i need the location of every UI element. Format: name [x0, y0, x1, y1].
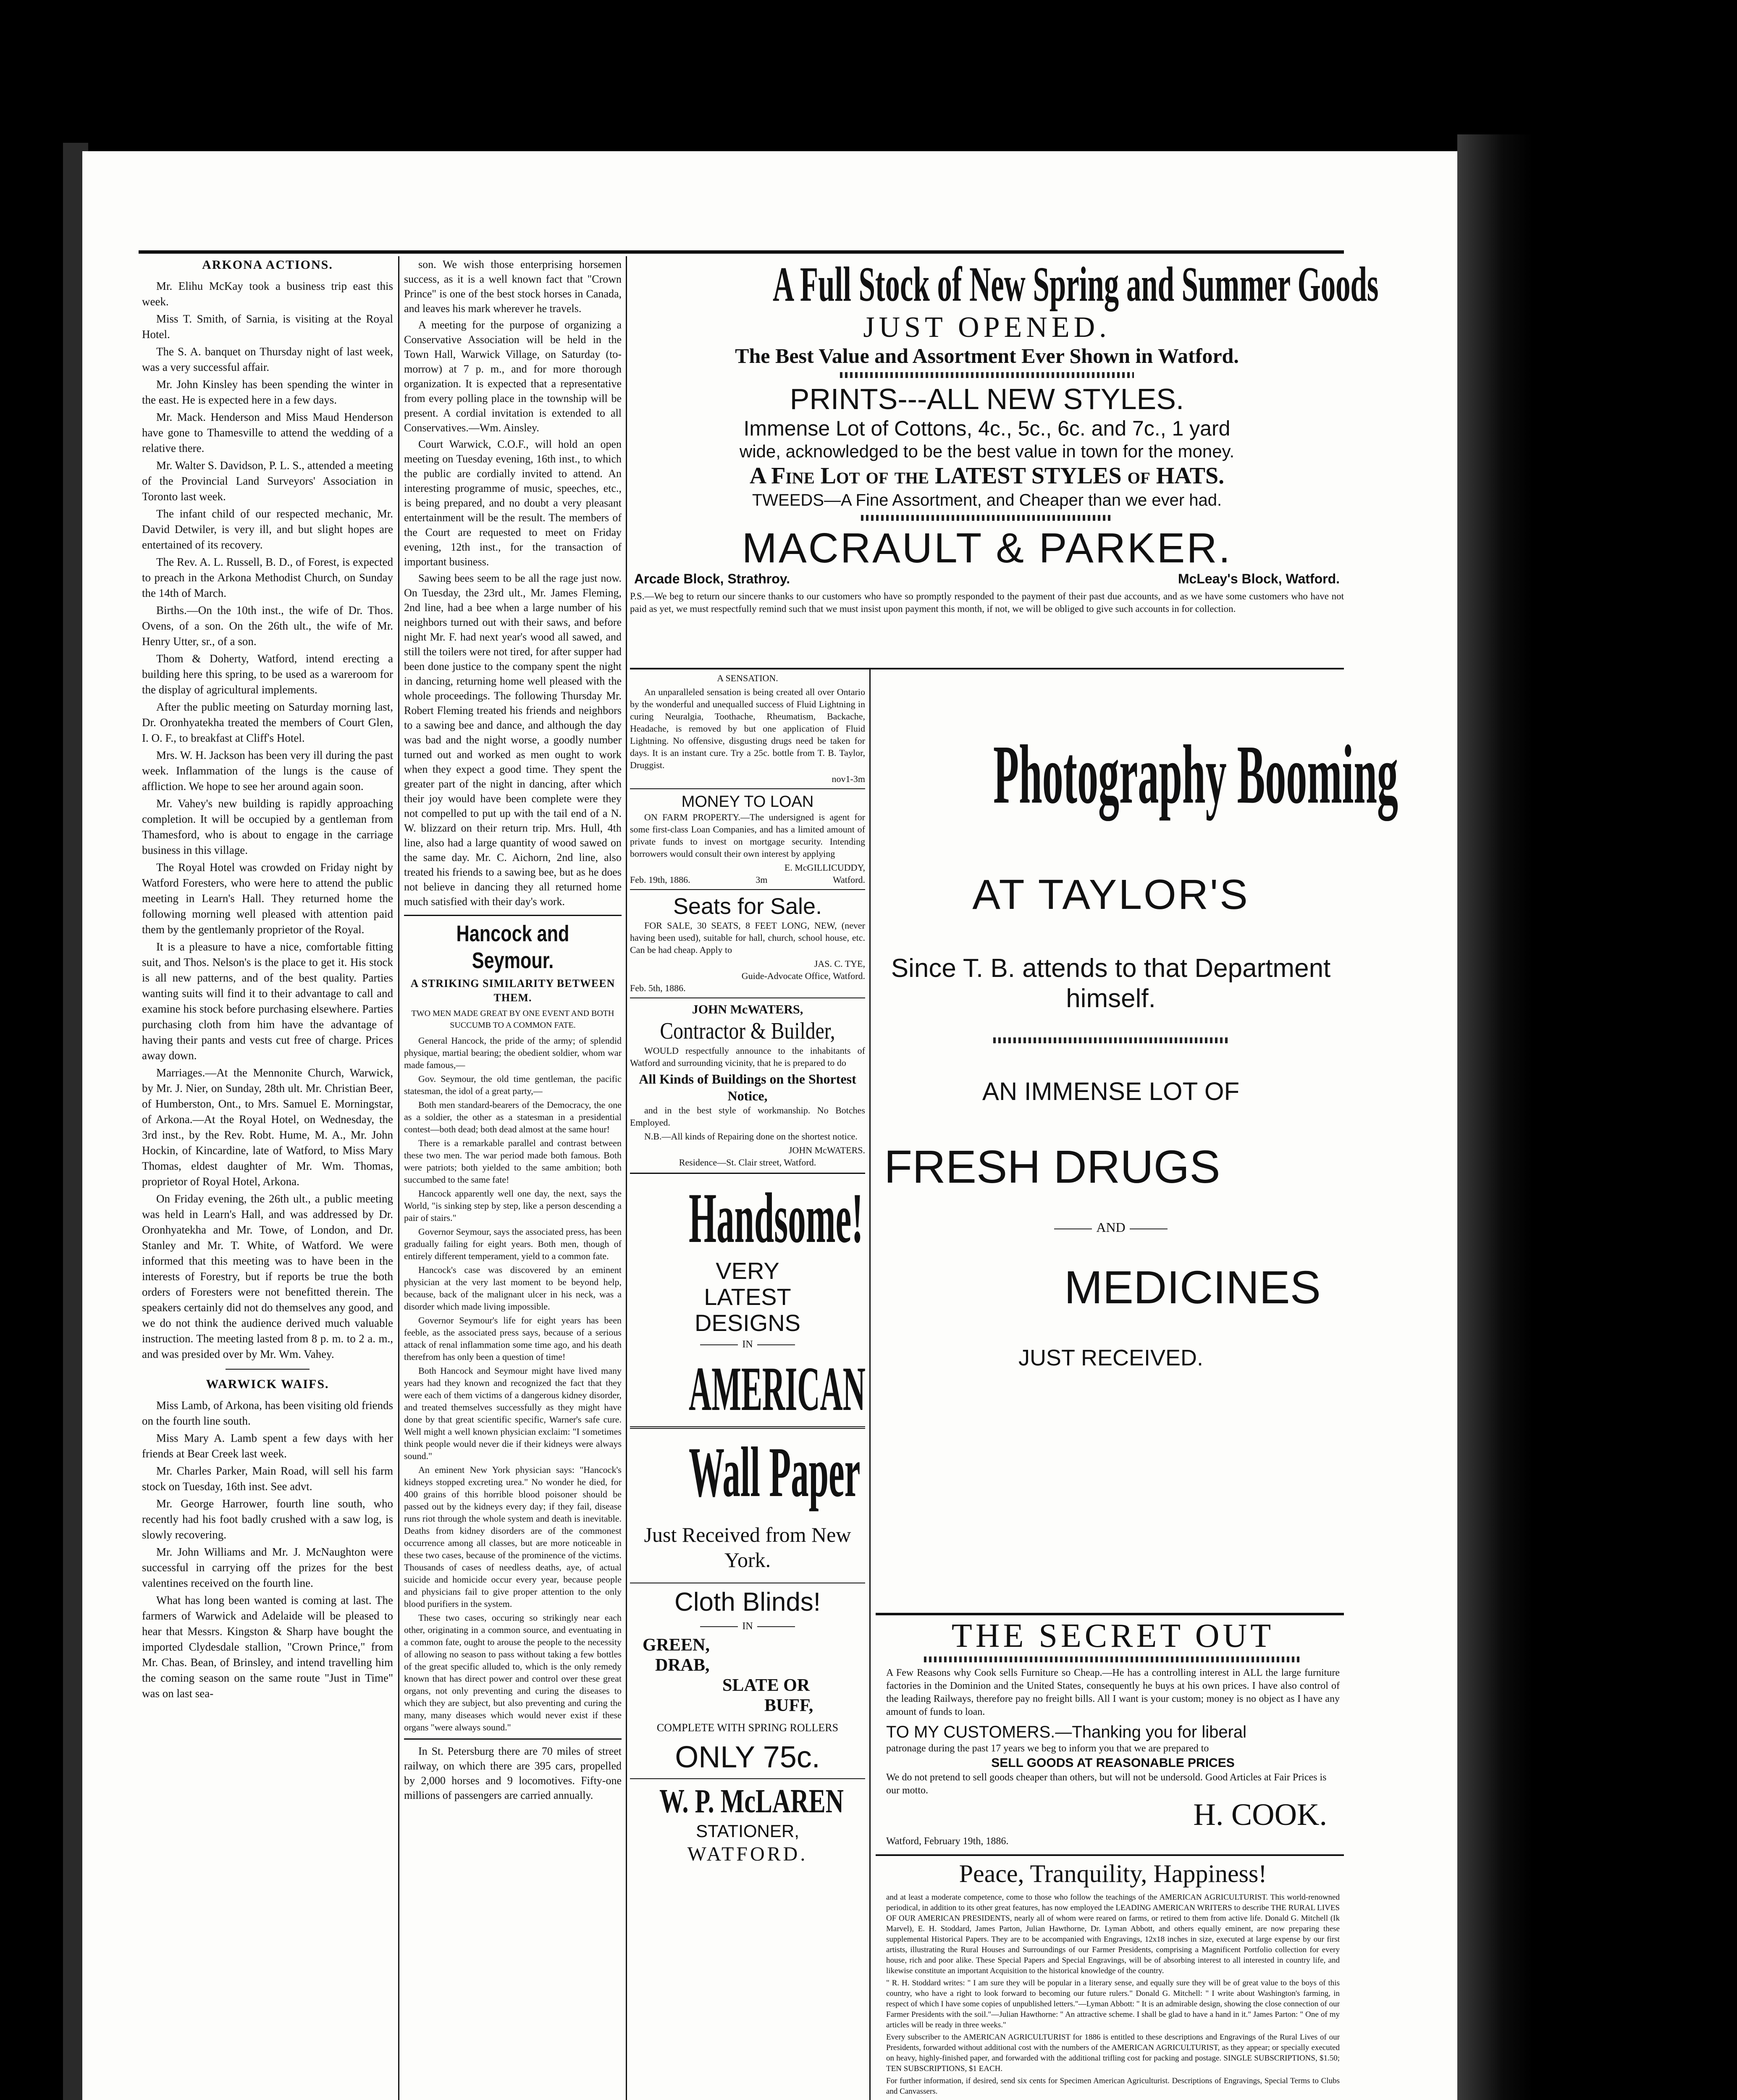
ad-address-left: Arcade Block, Strathroy. — [634, 571, 790, 586]
news-item: Hancock's case was discovered by an eminent physician at the very last moment to be beyond help, because, back of the malignant ulcer in his neck, was a disorder which made living impossible. — [404, 1265, 622, 1312]
news-item: Births.—On the 10th inst., the wife of Dr. Thos. Ovens, of a son. On the 26th ult., the wife of Mr. Henry Utter, sr., of a son. — [142, 604, 393, 648]
wp-only: ONLY 75c. — [675, 1740, 820, 1774]
ornament-rule — [840, 372, 1134, 378]
wp-in-text: IN — [742, 1339, 753, 1350]
money-body: ON FARM PROPERTY.—The undersigned is agent for some first-class Loan Companies, and has a limited amount of private funds to invest on mortgage security. Intending borrowers would consult their own interest by applying — [630, 812, 865, 859]
ad-cottons: Immense Lot of Cottons, 4c., 5c., 6c. and 7c., 1 yard — [743, 417, 1231, 440]
money-date: Feb. 19th, 1886. — [630, 874, 690, 885]
mcwaters-body: WOULD respectfully announce to the inhabitants of Watford and surrounding vicinity, that he is prepared to do — [630, 1045, 865, 1068]
wp-colors — [630, 1635, 865, 1716]
sensation-heading: A SENSATION. — [717, 673, 778, 683]
cook-customers-2: patronage during the past 17 years we beg to inform you that we are prepared to — [886, 1743, 1209, 1754]
ad-hats: A Fine Lot of the LATEST STYLES of HATS. — [749, 463, 1225, 489]
news-item: The infant child of our respected mechanic, Mr. David Detwiler, is very ill, and but slight hopes are entertained of its recovery. — [142, 507, 393, 551]
section-divider — [630, 1778, 865, 1779]
ad-bottom-rule — [630, 668, 1344, 669]
seats-office: Guide-Advocate Office, Watford. — [741, 971, 865, 981]
wp-color: BUFF, — [764, 1696, 813, 1715]
hancock-body — [404, 1034, 622, 1733]
news-item: These two cases, occuring so strikingly near each other, originating in a common source, and eventuating in a common fate, ought to arouse the people to the necessity of allowing no season to pass without taking a few bottles of the great specific alluded to, which is the only remedy known that has direct power and control over these great organs, not only preventing and curing the diseases to which they are subject, but also preventing and curing the many, many diseases which would never exist if these organs "were always sound." — [404, 1612, 622, 1732]
news-item: The Royal Hotel was crowded on Friday night by Watford Foresters, who were here to attend the public meeting in Learn's Hall. They returned home the following morning well pleased with attention paid them by the gentlemanly proprietor of the Royal. — [142, 861, 393, 936]
wp-designs: DESIGNS — [694, 1310, 801, 1336]
cook-title: THE SECRET OUT — [951, 1617, 1275, 1654]
taylor-and-text: AND — [1096, 1220, 1126, 1235]
ornament-rule — [630, 1426, 865, 1429]
taylor-immense: AN IMMENSE LOT OF — [982, 1077, 1240, 1105]
peace-ad — [886, 1858, 1340, 2100]
news-item: Sawing bees seem to be all the rage just now. On Tuesday, the 23rd ult., Mr. James Fleming, 2nd line, had a bee when a large number of his neighbors turned out with their saws, and before night Mr. F. had next year's wood all sawed, and still the toilers were not tired, for after supper had been done justice to the company spent the night in dancing, returning home well pleased with the whole proceedings. The following Thursday Mr. Robert Fleming treated his friends and neighbors to a sawing bee and dance, and although the day was bad and the night worse, a goodly number turned out and worked as men ought to work when they expect a good time. They spent the greater part of the night in dancing, after which their joy would have been complete were they not compelled to put up with the tail end of a N. W. blizzard on their return trip. Mrs. Hull, 4th line, also had a large quantity of wood sawed on the same day. Mr. C. Aichorn, 2nd line, also treated his friends to a sawing bee, but as he does not believe in dancing they all returned home much satisfied with their day's work. — [404, 572, 622, 908]
news-item: General Hancock, the pride of the army; of splendid physique, martial bearing; the obedient soldier, whom war made famous,— — [404, 1035, 622, 1070]
news-item: The Rev. A. L. Russell, B. D., of Forest, is expected to preach in the Arkona Methodist Church, on Sunday the 14th of March. — [142, 556, 393, 599]
news-item: Miss Lamb, of Arkona, has been visiting old friends on the fourth line south. — [142, 1399, 393, 1427]
news-item: son. We wish those enterprising horsemen success, as it is a well known fact that "Crown Prince" is one of the best stock horses in Canada, and leaves his mark wherever he travels. — [404, 258, 622, 315]
warwick-heading: WARWICK WAIFS. — [206, 1377, 329, 1391]
news-item: Thom & Doherty, Watford, intend erecting a building here this spring, to be used as a wareroom for the display of agricultural implements. — [142, 652, 393, 696]
news-item: Hancock apparently well one day, the next, says the World, "is sinking step by step, like a person descending a pair of stairs." — [404, 1188, 622, 1223]
news-item: Mr. Elihu McKay took a business trip east this week. — [142, 280, 393, 308]
column-rule-2 — [626, 256, 627, 2100]
section-divider — [630, 788, 865, 789]
section-divider — [404, 915, 622, 916]
mcwaters-title: Contractor & Builder, — [660, 1018, 835, 1044]
wp-latest: LATEST — [704, 1284, 791, 1310]
news-item: In St. Petersburg there are 70 miles of street railway, on which there are 395 cars, propelled by 2,000 horses and 9 locomotives. Fifty-one millions of passengers are carried annually. — [404, 1745, 622, 1801]
taylor-and — [876, 1220, 1346, 1235]
ad-headline: A Full Stock of New Spring and Summer Goods — [773, 257, 1379, 312]
mcwaters-nb: N.B.—All kinds of Repairing done on the shortest notice. — [644, 1131, 858, 1142]
column-rule-1 — [398, 256, 399, 2100]
hancock-subtitle: A STRIKING SIMILARITY BETWEEN THEM. — [410, 977, 615, 1004]
cook-undersold: We do not pretend to sell goods cheaper than others, but will not be undersold. Good Articles at Fair Prices is our motto. — [886, 1772, 1327, 1796]
wp-american: AMERICAN — [689, 1354, 866, 1424]
hancock-subtitle-2: TWO MEN MADE GREAT BY ONE EVENT AND BOTH SUCCUMB TO A COMMON FATE. — [411, 1009, 614, 1030]
wp-wallpaper: Wall Paper — [689, 1433, 861, 1512]
taylor-just-received: JUST RECEIVED. — [1018, 1345, 1204, 1370]
seats-body: FOR SALE, 30 SEATS, 8 FEET LONG, NEW, (never having been used), suitable for hall, church, school house, etc. Can be had cheap. Apply to — [630, 920, 865, 955]
wp-town: WATFORD. — [687, 1843, 808, 1865]
wp-in — [630, 1339, 865, 1351]
wp-color: SLATE OR — [722, 1676, 810, 1695]
wp-just-received: Just Received from New York. — [644, 1523, 851, 1572]
ad-addresses — [630, 571, 1344, 587]
ad-postscript: P.S.—We beg to return our sincere thanks to our customers who have so promptly responded to the payment of their past due accounts, and as we have some customers who have not paid as yet, we must respectfully remind such that we must insist upon payment this month, if not, we will be obliged to give such accounts in for collection. — [630, 591, 1344, 614]
ad-cottons-2: wide, acknowledged to be the best value in town for the money. — [739, 441, 1235, 461]
ornament-rule — [993, 1037, 1228, 1043]
news-item: Mr. Charles Parker, Main Road, will sell his farm stock on Tuesday, 16th inst. See advt. — [142, 1465, 393, 1493]
money-name: E. McGILLICUDDY, — [784, 862, 865, 873]
wp-in-2 — [630, 1620, 865, 1633]
ad-address-right: McLeay's Block, Watford. — [1178, 571, 1340, 586]
arkona-heading: ARKONA ACTIONS. — [202, 258, 333, 272]
ad-prints: PRINTS---ALL NEW STYLES. — [790, 383, 1184, 415]
cook-ad — [886, 1617, 1340, 1848]
mcwaters-name: JOHN McWATERS, — [692, 1003, 803, 1016]
peace-title: Peace, Tranquility, Happiness! — [959, 1860, 1267, 1887]
money-footer — [630, 874, 865, 886]
news-item: Court Warwick, C.O.F., will hold an open meeting on Tuesday evening, 16th inst., to which the public are cordially invited to attend. An interesting programme of music, speeches, etc., is being prepared, and no doubt a very pleasant entertainment will be the result. The members of the Court are requested to meet on Friday evening, 12th inst., for the transaction of important business. — [404, 438, 622, 568]
news-item: After the public meeting on Saturday morning last, Dr. Oronhyatekha treated the members of Court Glen, I. O. F., to breakfast at Cliff's Hotel. — [142, 701, 393, 744]
news-item: There is a remarkable parallel and contrast between these two men. The war period made both famous. Both were patriots; both yielded to the same ambition; both succumbed to the same fate! — [404, 1138, 622, 1185]
taylor-at: AT TAYLOR'S — [972, 871, 1249, 918]
money-heading: MONEY TO LOAN — [681, 793, 814, 811]
peace-top-rule — [876, 1854, 1344, 1856]
cook-date: Watford, February 19th, 1886. — [886, 1836, 1009, 1847]
news-item: On Friday evening, the 26th ult., a public meeting was held in Learn's Hall, and was addressed by Dr. Oronhyatekha and Mr. Towe, of London, and Dr. Stanley and Mr. T. White, of Watford. We were informed that this meeting was to have been in the interests of Forestry, but if reports be true the both orders of Foresters were not benefitted therein. The speakers certainly did not do themselves any good, and we do not think the audience derived much valuable instruction. The meeting lasted from 8 p. m. to 2 a. m., and was presided over by Mr. Wm. Vahey. — [142, 1192, 393, 1360]
wp-complete: COMPLETE WITH SPRING ROLLERS — [656, 1722, 839, 1734]
peace-body: and at least a moderate competence, come to those who follow the teachings of the AMERICAN AGRICULTURIST. This world-renowned periodical, in addition to its other great features, has now employed the LEADING AMERICAN WRITERS to describe THE RURAL LIVES OF OUR AMERICAN PRESIDENTS, nearly all of whom were reared on farms, or retired to them from active life. Donald G. Mitchell (Ik Marvel), E. H. Stoddard, James Parton, Julian Hawthorne, Dr. Lyman Abbott, and others equally eminent, are now preparing these supplemental Historical Papers. They are to be accompanied with Engravings, 12x18 inches in size, executed at large expense by our first artists, illustrating the Rural Houses and Surroundings of our Farmer Presidents, comprising a Magnificent Portfolio collection for every house, rich and poor alike. These Special Papers and Special Engravings, will be of absorbing interest to all interested in country life, and likewise constitute an important Acquisition to the historical knowledge of the country. — [886, 1893, 1340, 1975]
seats-heading: Seats for Sale. — [673, 894, 822, 919]
taylor-ad — [876, 728, 1399, 1371]
seats-name: JAS. C. TYE, — [814, 958, 865, 969]
news-item: The S. A. banquet on Thursday night of last week, was a very successful affair. — [142, 345, 393, 373]
column-warwick-cont — [404, 257, 622, 1804]
arkona-items — [142, 278, 393, 1362]
sensation-tag: nov1-3m — [832, 774, 865, 784]
mcwaters-signature: JOHN McWATERS. — [788, 1145, 865, 1155]
news-item: Mrs. W. H. Jackson has been very ill during the past week. Inflammation of the lungs is the cause of affliction. We hope to see her around again soon. — [142, 749, 393, 793]
wp-handsome: Handsome! — [689, 1179, 863, 1257]
taylor-photography: Photography Booming — [993, 728, 1399, 821]
wp-very: VERY — [716, 1257, 779, 1284]
cook-top-rule — [876, 1613, 1344, 1615]
wp-name: W. P. McLAREN — [659, 1783, 844, 1820]
sensation-body: An unparalleled sensation is being created all over Ontario by the wonderful and unequalled success of Fluid Lightning in curing Neuralgia, Toothache, Rheumatism, Backache, Headache, is removed by but one application of Fluid Lightning. No offensive, disgusting drugs need be taken for days. It is an instant cure. Try a 25c. bottle from T. B. Taylor, Druggist. — [630, 687, 865, 770]
news-item: Mr. Vahey's new building is rapidly approaching completion. It will be occupied by a gentleman from Thamesford, who is about to engage in the carriage business in this village. — [142, 797, 393, 856]
peace-address — [886, 2098, 1340, 2100]
money-tag: 3m — [756, 874, 768, 885]
news-item: Mr. John Williams and Mr. J. McNaughton were successful in carrying off the prizes for the best valentines received on the fourth line. — [142, 1546, 393, 1589]
taylor-medicines: MEDICINES — [1064, 1262, 1321, 1313]
page-right-edge — [1457, 134, 1533, 2100]
news-item: Miss Mary A. Lamb spent a few days with her friends at Bear Creek last week. — [142, 1432, 393, 1460]
column-rule-3 — [869, 668, 871, 2100]
news-item: Governor Seymour, says the associated press, has been gradually failing for eight years. Both men, though of entirely different temperament, yield to a common fate. — [404, 1226, 622, 1261]
news-item: It is a pleasure to have a nice, comfortable fitting suit, and Thos. Nelson's is the place to get it. His stock is all new patterns, and of the best quality. Parties wanting suits will find it to their advantage to call and examine his stock before purchasing elsewhere. Parties purchasing cloth from him have the advantage of having their pants and vests cut free of charge. Prices away down. — [142, 940, 393, 1062]
cook-body: A Few Reasons why Cook sells Furniture so Cheap.—He has a controlling interest in ALL the large furniture factories in the Dominion and the United States, consequently he buys at his own prices. I have also control of the leading Railways, therefore pay no freight bills. All I want is your custom; money is no object as I have any amount of funds to loan. — [886, 1667, 1340, 1717]
wp-cloth-blinds: Cloth Blinds! — [674, 1588, 821, 1617]
column-arkona — [142, 257, 393, 1703]
mcwaters-residence: Residence—St. Clair street, Watford. — [679, 1157, 816, 1168]
column-ads-small — [630, 672, 865, 1866]
news-item: Miss T. Smith, of Sarnia, is visiting at the Royal Hotel. — [142, 312, 393, 341]
news-item: Gov. Seymour, the old time gentleman, the pacific statesman, the idol of a great party,— — [404, 1074, 622, 1096]
peace-quotes: " R. H. Stoddard writes: " I am sure they will be popular in a literary sense, and equally sure they will be of great value to the boys of this country, who have a right to look forward to becoming our future rulers." Donald G. Mitchell: " I write about Washington's farming, in respect of which I have some copies of unpublished letters."—Lyman Abbott: " It is an admirable design, showing the close connection of our Farmer Presidents with the soil."—Julian Hawthorne: " An attractive scheme. I shall be glad to have a hand in it." James Parton: " One of my articles will be ready in three weeks." — [886, 1979, 1340, 2029]
section-divider — [226, 1369, 310, 1370]
seats-date: Feb. 5th, 1886. — [630, 983, 686, 993]
wallpaper-ad — [630, 1178, 865, 1866]
news-item: Mr. George Harrower, fourth line south, who recently had his foot badly crushed with a saw log, is slowly recovering. — [142, 1497, 393, 1541]
news-item: Mr. Mack. Henderson and Miss Maud Henderson have gone to Thamesville to attend the wedding of a relative there. — [142, 411, 393, 454]
peace-subscribers: Every subscriber to the AMERICAN AGRICULTURIST for 1886 is entitled to these descriptions and Engravings of the Rural Lives of our Presidents, forwarded without additional cost with the numbers of the AMERICAN AGRICULTURIST, as they appear; or specially executed on heavy, highly-finished paper, and forwarded with the additional trifling cost for packing and postage. SINGLE SUBSCRIPTIONS, $1.50; TEN SUBSCRIPTIONS, $1 EACH. — [886, 2033, 1340, 2073]
ornament-rule — [924, 1656, 1302, 1662]
taylor-since: Since T. B. attends to that Department himself. — [891, 954, 1331, 1013]
macrault-parker-ad — [630, 257, 1379, 664]
news-item: Mr. Walter S. Davidson, P. L. S., attended a meeting of the Provincial Land Surveyors' Association in Toronto last week. — [142, 459, 393, 503]
news-item: An eminent New York physician says: "Hancock's kidneys stopped excreting urea." No wonder he died, for 400 grains of this horrible blood poisoner should be passed out by the kidneys every day; if they fail, disease runs riot through the whole system and death is inevitable. Deaths from kidney disorders are of the commonest occurrence among all classes, but are more noticeable in these two cases, because of the prominence of the victims. Thousands of cases of needless deaths, aye, of actual suicide and homicide occur every year, because people and physicians fail to give proper attention to the only blood purifiers in the system. — [404, 1465, 622, 1609]
wp-color: DRAB, — [655, 1656, 710, 1675]
wp-color: GREEN, — [643, 1635, 710, 1655]
header-rule — [139, 250, 1344, 254]
cook-name: H. COOK. — [1193, 1798, 1327, 1832]
cook-sell-goods: SELL GOODS AT REASONABLE PRICES — [991, 1756, 1235, 1770]
ad-company-name: MACRAULT & PARKER. — [742, 525, 1232, 572]
ad-best-value: The Best Value and Assortment Ever Shown in Watford. — [735, 344, 1239, 368]
mcwaters-big: All Kinds of Buildings on the Shortest Notice, — [639, 1071, 856, 1103]
news-item: Mr. John Kinsley has been spending the winter in the east. He is expected here in a few days. — [142, 378, 393, 406]
ornament-rule — [861, 515, 1113, 521]
ad-just-opened: JUST OPENED. — [863, 311, 1111, 344]
ad-tweeds: TWEEDS—A Fine Assortment, and Cheaper than we ever had. — [752, 491, 1222, 509]
wp-in2-text: IN — [742, 1621, 753, 1632]
news-item: What has long been wanted is coming at last. The farmers of Warwick and Adelaide will be pleased to hear that Messrs. Kingston & Sharp have bought the imported Clydesdale stallion, "Crown Prince," from Mr. Chas. Bean, of Brinsley, and intend travelling him the coming season on the same route "Just in Time" was on last sea- — [142, 1594, 393, 1700]
hancock-title: Hancock and Seymour. — [456, 921, 569, 973]
section-divider — [630, 889, 865, 890]
taylor-fresh-drugs: FRESH DRUGS — [884, 1141, 1220, 1193]
peace-further: For further information, if desired, send six cents for Specimen American Agriculturist. Descriptions of Engravings, Special Terms to Clubs and Canvassers. — [886, 2076, 1340, 2096]
news-item: A meeting for the purpose of organizing a Conservative Association will be held in the Town Hall, Warwick Village, on Saturday (to-morrow) at 7 p. m., and for more thorough organization. It is expected that a representative from every polling place in the township will be present. A cordial invitation is extended to all Conservatives.—Wm. Ainsley. — [404, 319, 622, 434]
wp-stationer: STATIONER, — [696, 1821, 799, 1841]
news-item: Both Hancock and Seymour might have lived many years had they known and recognized the fact that they were each of them victims of a dangerous kidney disorder, and treated themselves successfully as they might have done by that great scientific specific, Warner's safe cure. Well might a well known physician exclaim: "I sometimes think people would never die if their kidneys were always sound." — [404, 1365, 622, 1461]
mcwaters-body-2: and in the best style of workmanship. No Botches Employed. — [630, 1105, 865, 1128]
money-place: Watford. — [832, 874, 865, 885]
news-item: Governor Seymour's life for eight years has been feeble, as the associated press says, because of a serious attack of renal inflammation some time ago, and his death therefrom has only been a question of time! — [404, 1315, 622, 1362]
cook-customers: TO MY CUSTOMERS.—Thanking you for liberal — [886, 1723, 1247, 1741]
news-item: Marriages.—At the Mennonite Church, Warwick, by Mr. J. Nier, on Sunday, 28th ult. Mr. Christian Beer, of Humberston, Ont., to Mrs. Samuel E. Morningstar, of Arkona.—At the Royal Hotel, on Wednesday, the 3rd inst., by the Rev. Robt. Hume, M. A., Mr. John Hockin, of Kincardine, late of Watford, to Miss Mary Thomas, eldest daughter of Mr. Wm. Thomas, proprietor of Royal Hotel, Arkona. — [142, 1066, 393, 1188]
news-item: Both men standard-bearers of the Democracy, the one as a soldier, the other as a statesman in a presidential contest—both dead; both dead almost at the same hour! — [404, 1100, 622, 1134]
section-divider — [630, 1173, 865, 1174]
section-divider — [404, 1738, 622, 1740]
